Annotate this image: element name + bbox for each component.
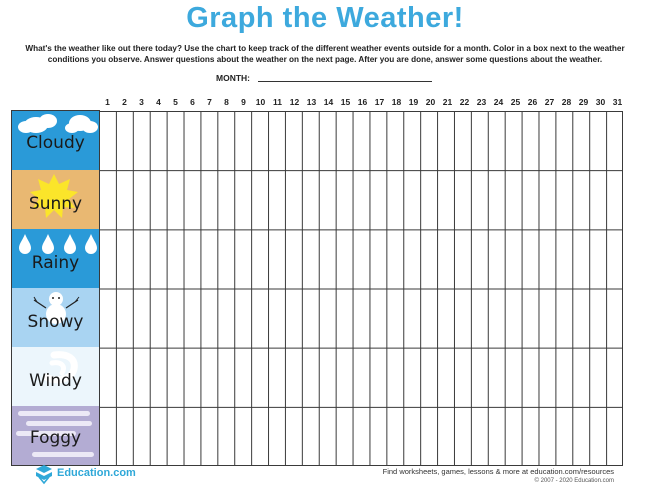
day-number: 8 <box>224 97 229 107</box>
day-number: 13 <box>306 97 317 107</box>
day-number: 30 <box>595 97 606 107</box>
day-number: 14 <box>323 97 334 107</box>
education-logo-icon <box>33 463 55 485</box>
day-number: 29 <box>578 97 589 107</box>
day-number: 5 <box>173 97 178 107</box>
weather-label: Cloudy <box>26 133 85 153</box>
weather-tally-grid[interactable] <box>99 111 623 466</box>
day-number: 3 <box>139 97 144 107</box>
day-number: 10 <box>255 97 266 107</box>
month-entry-line[interactable] <box>258 81 432 82</box>
page-title: Graph the Weather! <box>186 2 464 34</box>
day-number: 24 <box>493 97 504 107</box>
day-number: 7 <box>207 97 212 107</box>
day-number: 21 <box>442 97 453 107</box>
day-number: 18 <box>391 97 402 107</box>
day-number: 27 <box>544 97 555 107</box>
day-number: 19 <box>408 97 419 107</box>
weather-label: Rainy <box>31 253 80 273</box>
day-number: 23 <box>476 97 487 107</box>
day-number: 2 <box>122 97 127 107</box>
day-number: 17 <box>374 97 385 107</box>
day-number: 15 <box>340 97 351 107</box>
day-number: 28 <box>561 97 572 107</box>
footer-find-text: Find worksheets, games, lessons & more at education.com/resources <box>382 467 614 476</box>
month-label: MONTH: <box>216 73 250 83</box>
brand-name: Education.com <box>57 467 136 479</box>
day-number: 12 <box>289 97 300 107</box>
weather-label: Sunny <box>28 194 83 214</box>
day-number: 26 <box>527 97 538 107</box>
day-number: 31 <box>612 97 623 107</box>
day-number: 25 <box>510 97 521 107</box>
label-column-border <box>11 110 100 467</box>
day-number: 22 <box>459 97 470 107</box>
day-number: 20 <box>425 97 436 107</box>
footer-copyright: © 2007 - 2020 Education.com <box>534 478 614 484</box>
day-number: 16 <box>357 97 368 107</box>
day-number: 4 <box>156 97 161 107</box>
weather-label: Snowy <box>27 312 84 332</box>
day-number: 1 <box>105 97 110 107</box>
weather-label: Windy <box>29 371 82 391</box>
day-number: 11 <box>273 97 282 107</box>
weather-label: Foggy <box>29 428 82 448</box>
day-header-row <box>99 97 623 109</box>
day-number: 6 <box>190 97 195 107</box>
instructions-text: What's the weather like out there today? Use the chart to keep track of the different weather events outside for a month. Color in a box next to the weather conditions you observe. Answer questions about the weather on the next page. After you are done, answer some questions about the weather. <box>25 44 625 64</box>
day-number: 9 <box>241 97 246 107</box>
